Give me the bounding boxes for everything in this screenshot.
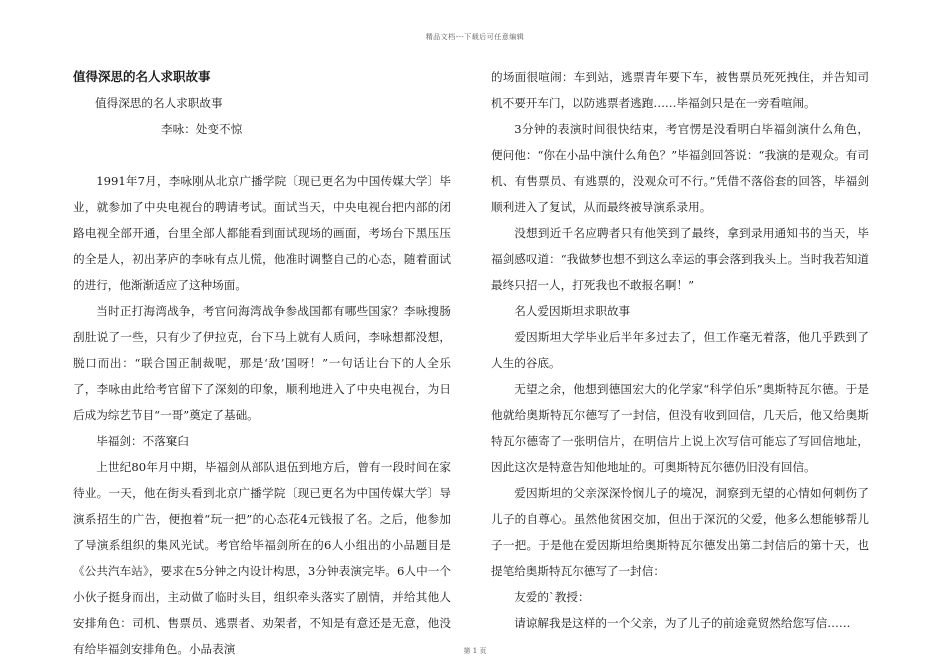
page-header: 精品文档---下载后可任意编辑: [425, 33, 525, 41]
section-heading-bi-fujian: 毕福剑：不落窠臼: [96, 434, 189, 448]
paragraph: 3分钟的表演时间很快结束，考官愣是没看明白毕福剑演什么角色，便问他：“你在小品中演什么角色？”毕福剑回答说：“我演的是观众。有司机、有售票员、有逃票的，没观众可不行。”凭借不落俗套的回答，毕福剑顺利进入了复试，从而最终被导演系录用。: [491, 122, 869, 214]
paragraph: 当时正打海湾战争，考官问海湾战争参战国都有哪些国家？李咏搜肠刮肚说了一些，只有少了伊拉克，台下马上就有人质问，李咏想都没想，脱口而出：“联合国正制裁呢，那是‘敌’国呀！”一句话让台下的人全乐了，李咏由此给考官留下了深刻的印象，顺利地进入了中央电视台，为日后成为综艺节目“一哥”奠定了基础。: [73, 304, 451, 422]
letter-body: 请谅解我是这样的一个父亲，为了儿子的前途竟贸然给您写信……: [514, 616, 851, 630]
document-subtitle: 值得深思的名人求职故事: [95, 96, 223, 110]
section-heading-li-yong: 李咏：处变不惊: [161, 122, 243, 136]
paragraph: 上世纪80年月中期，毕福剑从部队退伍到地方后，曾有一段时间在家待业。一天，他在街头看到北京广播学院〔现已更名为中国传媒大学〕导演系招生的广告，便抱着“玩一把”的心态花4元钱报了名。之后，他参加了导演系组织的集风光试。考官给毕福剑所在的6人小组出的小品题目是《公共汽车站》，要求在5分钟之内设计构思，3分钟表演完毕。6人中一个小伙子挺身而出，主动做了临时头目，组织牵头落实了剧情，并给其他人安排角色：司机、售票员、逃票者、劝架者，不知是有意还是无意，他没有给毕福剑安排角色。小品表演: [73, 460, 451, 656]
paragraph: 1991年7月，李咏刚从北京广播学院〔现已更名为中国传媒大学〕毕业，就参加了中央电视台的聘请考试。面试当天，中央电视台把内部的闭路电视全部开通，台里全部人都能看到面试现场的画面，考场台下黑压压的全是人，初出茅庐的李咏有点儿慌，他准时调整自己的心态，随着面试的进行，他渐渐适应了这种场面。: [73, 174, 451, 292]
page-number: 第 1 页: [463, 647, 487, 655]
letter-salutation: 友爱的`教授：: [514, 590, 590, 604]
blank-line: [73, 142, 451, 168]
paragraph: 爱因斯坦大学毕业后半年多过去了，但工作毫无着落，他几乎跌到了人生的谷底。: [491, 330, 869, 370]
paragraph-continued: 的场面很喧闹：车到站，逃票青年要下车，被售票员死死拽住，并告知司机不要开车门，以防逃票者逃跑……毕福剑只是在一旁看喧闹。: [491, 70, 869, 110]
left-column: [73, 64, 451, 662]
paragraph: 没想到近千名应聘者只有他笑到了最终，拿到录用通知书的当天，毕福剑感叹道：“我做梦也想不到这么幸运的事会落到我头上。当时我若知道最终只招一人，打死我也不敢报名啊！”: [491, 226, 869, 292]
paragraph: 爱因斯坦的父亲深深怜悯儿子的境况，洞察到无望的心情如何刺伤了儿子的自尊心。虽然他贫困交加，但出于深沉的父爱，他多么想能够帮儿子一把。于是他在爱因斯坦给奥斯特瓦尔德发出第二封信后的第十天，也提笔给奥斯特瓦尔德写了一封信：: [491, 486, 869, 578]
paragraph: 无望之余，他想到德国宏大的化学家“科学伯乐”奥斯特瓦尔德。于是他就给奥斯特瓦尔德写了一封信，但没有收到回信，几天后，他又给奥斯特瓦尔德寄了一张明信片，在明信片上说上次写信可能忘了写回信地址，因此这次是特意告知他地址的。可奥斯特瓦尔德仍旧没有回信。: [491, 382, 869, 474]
section-heading-einstein: 名人爱因斯坦求职故事: [514, 304, 631, 318]
right-column: [491, 64, 869, 636]
document-title: 值得深思的名人求职故事: [73, 69, 211, 84]
